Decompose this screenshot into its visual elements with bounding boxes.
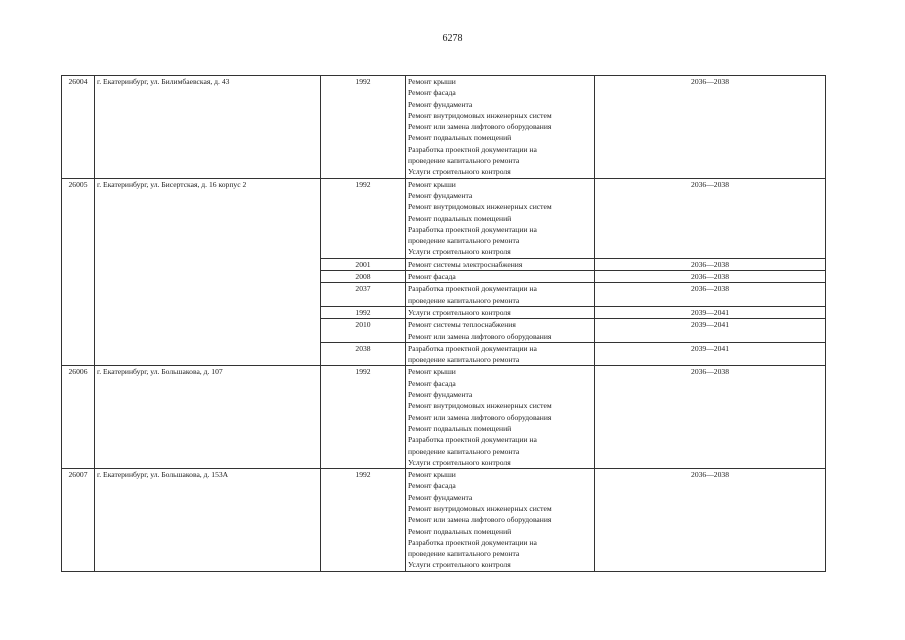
period-cell: 2036—2038 (595, 271, 826, 283)
period-cell: 2039—2041 (595, 306, 826, 318)
work-item: Ремонт фундамента (408, 492, 473, 502)
address-cell: г. Екатеринбург, ул. Большакова, д. 107 (95, 366, 321, 469)
works-cell (406, 271, 595, 283)
year-cell: 1992 (321, 469, 406, 572)
work-item: проведение капитального ремонта (408, 355, 520, 365)
table-row (62, 178, 826, 258)
work-item: Ремонт фасада (408, 481, 456, 491)
work-item: Услуги строительного контроля (408, 167, 511, 177)
works-cell (406, 342, 595, 366)
period-cell: 2039—2041 (595, 342, 826, 366)
work-item: Ремонт крыши (408, 77, 456, 86)
building-code-cell: 26005 (62, 178, 95, 366)
work-item: Ремонт или замена лифтового оборудования (408, 412, 552, 422)
address-cell: г. Екатеринбург, ул. Бисертская, д. 16 корпус 2 (95, 178, 321, 366)
work-item: Ремонт внутридомовых инженерных систем (408, 401, 552, 411)
work-item: проведение капитального ремонта (408, 156, 520, 166)
works-cell (406, 366, 595, 469)
works-cell (406, 258, 595, 270)
work-item: Ремонт или замена лифтового оборудования (408, 331, 552, 341)
work-item: Ремонт фасада (408, 378, 456, 388)
building-code-cell: 26006 (62, 366, 95, 469)
work-item: Ремонт крыши (408, 367, 456, 377)
work-item: Ремонт системы электроснабжения (408, 259, 523, 269)
work-item: Ремонт фундамента (408, 99, 473, 109)
work-item: Ремонт крыши (408, 470, 456, 480)
work-item: Ремонт подвальных помещений (408, 133, 512, 143)
year-cell: 1992 (321, 178, 406, 258)
year-cell: 2038 (321, 342, 406, 366)
works-cell (406, 76, 595, 179)
table-row (62, 469, 826, 572)
work-item: Ремонт фундамента (408, 190, 473, 200)
period-cell: 2036—2038 (595, 258, 826, 270)
period-cell: 2039—2041 (595, 319, 826, 343)
work-item: Услуги строительного контроля (408, 457, 511, 467)
work-item: Ремонт подвальных помещений (408, 526, 512, 536)
year-cell: 1992 (321, 76, 406, 179)
work-item: Ремонт фундамента (408, 390, 473, 400)
work-item: проведение капитального ремонта (408, 549, 520, 559)
work-item: Ремонт фасада (408, 88, 456, 98)
works-cell (406, 283, 595, 307)
work-item: Ремонт внутридомовых инженерных систем (408, 202, 552, 212)
year-cell: 2008 (321, 271, 406, 283)
work-item: Разработка проектной документации на (408, 224, 537, 234)
work-item: проведение капитального ремонта (408, 236, 520, 246)
period-cell: 2036—2038 (595, 76, 826, 179)
works-cell (406, 469, 595, 572)
period-cell: 2036—2038 (595, 469, 826, 572)
works-cell (406, 319, 595, 343)
capital-repair-table (61, 75, 826, 572)
work-item: Разработка проектной документации на (408, 284, 537, 294)
year-cell: 1992 (321, 366, 406, 469)
work-item: Разработка проектной документации на (408, 343, 537, 353)
building-code-cell: 26004 (62, 76, 95, 179)
work-item: Ремонт внутридомовых инженерных систем (408, 503, 552, 513)
year-cell: 2010 (321, 319, 406, 343)
building-code-cell: 26007 (62, 469, 95, 572)
table-row (62, 366, 826, 469)
year-cell: 2001 (321, 258, 406, 270)
works-cell (406, 306, 595, 318)
work-item: Ремонт подвальных помещений (408, 423, 512, 433)
work-item: Ремонт фасада (408, 272, 456, 282)
works-cell (406, 178, 595, 258)
period-cell: 2036—2038 (595, 366, 826, 469)
address-cell: г. Екатеринбург, ул. Большакова, д. 153А (95, 469, 321, 572)
work-item: Услуги строительного контроля (408, 560, 511, 570)
work-item: проведение капитального ремонта (408, 446, 520, 456)
page-number: 6278 (442, 33, 463, 44)
work-item: Ремонт внутридомовых инженерных систем (408, 110, 552, 120)
work-item: Ремонт подвальных помещений (408, 213, 512, 223)
work-item: проведение капитального ремонта (408, 295, 520, 305)
table-row (62, 76, 826, 179)
work-item: Ремонт или замена лифтового оборудования (408, 515, 552, 525)
address-cell: г. Екатеринбург, ул. Билимбаевская, д. 43 (95, 76, 321, 179)
work-item: Ремонт или замена лифтового оборудования (408, 122, 552, 132)
period-cell: 2036—2038 (595, 283, 826, 307)
work-item: Ремонт системы теплоснабжения (408, 320, 516, 330)
year-cell: 1992 (321, 306, 406, 318)
work-item: Услуги строительного контроля (408, 307, 511, 317)
period-cell: 2036—2038 (595, 178, 826, 258)
work-item: Услуги строительного контроля (408, 247, 511, 257)
work-item: Ремонт крыши (408, 179, 456, 189)
work-item: Разработка проектной документации на (408, 537, 537, 547)
year-cell: 2037 (321, 283, 406, 307)
work-item: Разработка проектной документации на (408, 144, 537, 154)
work-item: Разработка проектной документации на (408, 435, 537, 445)
table-body (62, 76, 826, 572)
